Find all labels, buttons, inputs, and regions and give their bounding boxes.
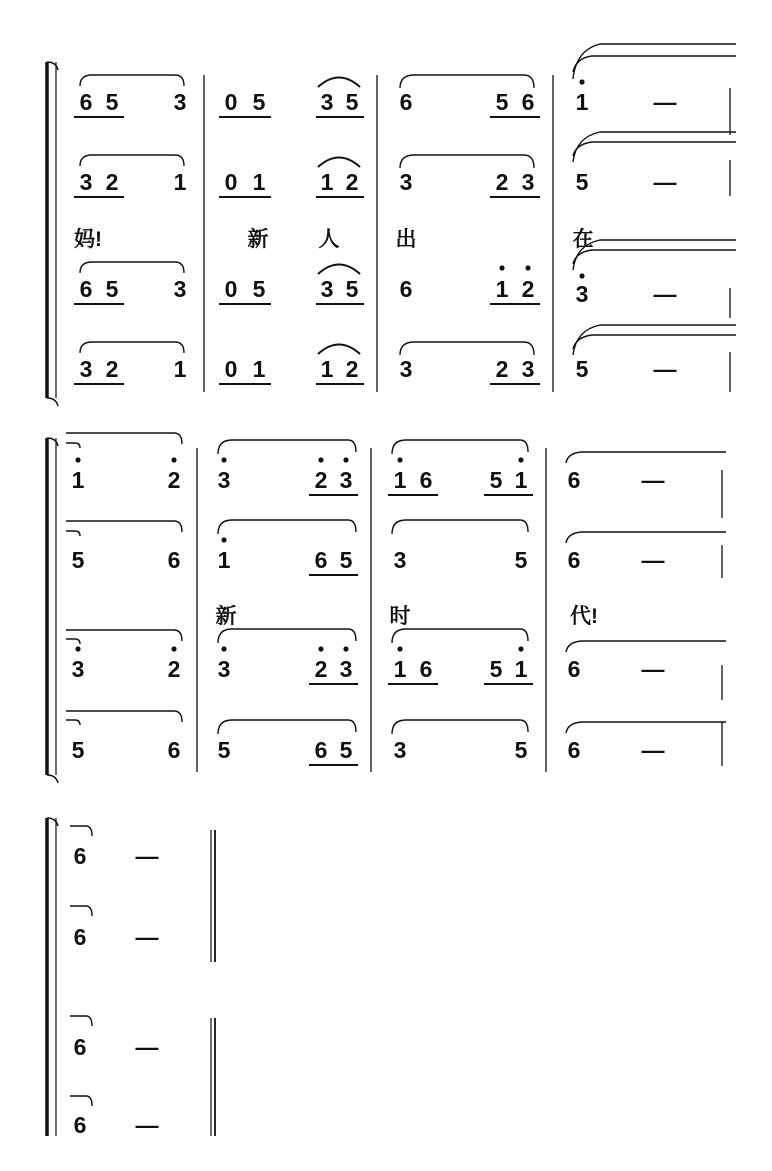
note: 2 [105,169,119,195]
note: 5 [489,467,503,493]
dash: — [641,467,665,493]
note: 3 [399,169,413,195]
note: 1 [252,169,266,195]
system-1-part-4 [80,356,677,382]
note: 6 [419,656,433,682]
system-2-octave-dots [75,457,523,651]
note: 3 [79,356,93,382]
note: 1 [320,356,334,382]
note: 5 [495,89,509,115]
lyric: 新 [247,228,269,251]
dash: — [653,89,677,115]
note: 3 [320,276,334,302]
system-3 [47,818,215,1138]
note: 1 [514,656,528,682]
dash: — [653,169,677,195]
system-2 [47,433,726,783]
system-3-part-1 [74,843,159,869]
note: 0 [224,276,238,302]
note: 1 [320,169,334,195]
dash: — [641,737,665,763]
note: 1 [393,467,407,493]
note: 3 [71,656,85,682]
note: 2 [167,656,181,682]
dash: — [641,656,665,682]
dash: — [135,924,159,950]
note: 5 [514,737,528,763]
dash: — [135,1034,159,1060]
note: 5 [345,276,359,302]
note: 1 [173,356,187,382]
note: 2 [495,356,509,382]
note: 1 [575,89,589,115]
system-1-barlines [204,75,730,392]
note: 6 [399,276,413,302]
note: 6 [567,547,581,573]
lyric: 代! [570,605,598,628]
note: 3 [399,356,413,382]
system-2-part-1 [72,467,665,493]
note: 2 [167,467,181,493]
note: 3 [339,656,353,682]
note: 3 [217,467,231,493]
note: 6 [73,924,87,950]
note: 6 [79,276,93,302]
note: 1 [495,276,509,302]
note: 6 [314,737,328,763]
note: 5 [217,737,231,763]
note: 1 [173,169,187,195]
note: 3 [173,89,187,115]
dash: — [653,281,677,307]
system-1 [47,44,736,406]
dash: — [641,547,665,573]
note: 0 [224,169,238,195]
system-3-part-2 [74,924,159,950]
note: 1 [217,547,231,573]
note: 1 [71,467,85,493]
note: 6 [567,656,581,682]
lyric: 在 [572,228,594,251]
note: 5 [252,89,266,115]
note: 5 [105,89,119,115]
note: 6 [567,467,581,493]
note: 2 [345,169,359,195]
system-3-part-3 [74,1034,159,1060]
dash: — [135,843,159,869]
lyric: 出 [395,228,417,251]
note: 0 [224,89,238,115]
note: 3 [79,169,93,195]
note: 1 [393,656,407,682]
note: 5 [514,547,528,573]
note: 6 [79,89,93,115]
note: 2 [314,467,328,493]
note: 3 [393,547,407,573]
note: 0 [224,356,238,382]
system-1-part-2 [80,169,677,195]
lyric: 妈! [74,228,102,251]
note: 5 [339,547,353,573]
note: 3 [173,276,187,302]
note: 6 [567,737,581,763]
system-1-part-1 [80,89,677,115]
system-3-part-4 [74,1112,159,1138]
system-3-brace [47,818,58,1136]
dash: — [135,1112,159,1138]
system-1-lyrics [74,227,594,251]
system-2-lyrics [216,604,599,628]
note: 2 [105,356,119,382]
note: 6 [521,89,535,115]
note: 6 [167,737,181,763]
system-2-barlines [197,448,722,772]
system-2-part-2 [72,547,665,573]
note: 5 [71,547,85,573]
note: 3 [339,467,353,493]
note: 3 [575,281,589,307]
note: 2 [521,276,535,302]
note: 1 [514,467,528,493]
note: 5 [345,89,359,115]
note: 6 [399,89,413,115]
note: 6 [73,1034,87,1060]
note: 6 [314,547,328,573]
system-2-brace [47,438,58,783]
note: 3 [320,89,334,115]
note: 5 [489,656,503,682]
note: 3 [217,656,231,682]
lyric: 新 [215,605,237,628]
note: 3 [521,169,535,195]
system-2-underlines [309,495,533,765]
note: 6 [419,467,433,493]
note: 3 [393,737,407,763]
system-2-part-3 [72,656,665,682]
lyric: 时 [389,605,411,628]
note: 5 [575,356,589,382]
note: 6 [167,547,181,573]
dash: — [653,356,677,382]
system-1-underlines [74,117,540,384]
note: 3 [521,356,535,382]
note: 2 [314,656,328,682]
note: 5 [575,169,589,195]
note: 1 [252,356,266,382]
note: 5 [252,276,266,302]
system-1-brace [47,62,58,406]
note: 2 [345,356,359,382]
note: 6 [73,1112,87,1138]
note: 5 [105,276,119,302]
system-1-part-3 [80,276,677,307]
note: 2 [495,169,509,195]
note: 5 [339,737,353,763]
lyric: 人 [318,228,340,251]
note: 6 [73,843,87,869]
system-3-final-barlines [211,830,215,1136]
system-2-part-4 [72,737,665,763]
note: 5 [71,737,85,763]
